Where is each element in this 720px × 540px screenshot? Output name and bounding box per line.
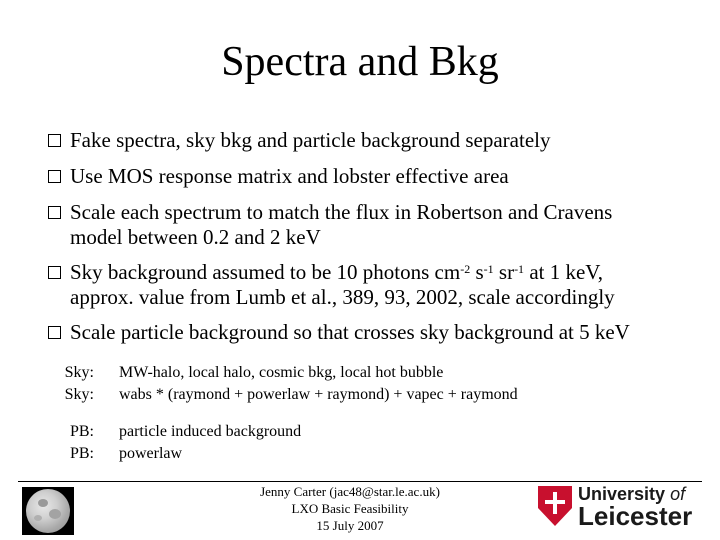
model-label: Sky: [64, 364, 94, 381]
moon-disc [26, 489, 70, 533]
model-label: PB: [69, 445, 94, 462]
bullet-text-part: Sky background assumed to be 10 photons cm [70, 260, 461, 284]
shield-icon [538, 486, 572, 526]
bullet-text: Use MOS response matrix and lobster effective area [70, 164, 509, 188]
superscript: -2 [460, 262, 471, 276]
footer-text [230, 483, 470, 534]
moon-mare [49, 509, 61, 519]
university-logo [538, 484, 708, 530]
bullet-text-part: at 1 keV, [524, 260, 603, 284]
shield-cross [545, 500, 565, 504]
bullet-item [48, 200, 612, 250]
footer-date: 15 July 2007 [316, 518, 384, 533]
footer-author: Jenny Carter (jac48@star.le.ac.uk) [260, 484, 440, 499]
footer-divider [18, 481, 702, 482]
bullet-item [48, 260, 615, 310]
bullet-text [70, 260, 615, 285]
bullet-item [48, 320, 630, 345]
model-label: PB: [69, 423, 94, 440]
logo-word: University [578, 484, 666, 504]
bullet-text-part: s [470, 260, 484, 284]
checkbox-bullet-icon [48, 134, 61, 147]
logo-word: of [670, 484, 686, 504]
checkbox-bullet-icon [48, 326, 61, 339]
bullet-item [48, 128, 551, 153]
moon-mare [38, 499, 48, 507]
model-label: Sky: [64, 386, 94, 403]
model-value: particle induced background [119, 423, 302, 440]
superscript: -1 [483, 262, 494, 276]
bullet-text-continued: approx. value from Lumb et al., 389, 93, 2002, scale accordingly [70, 285, 615, 309]
checkbox-bullet-icon [48, 206, 61, 219]
slide-title: Spectra and Bkg [221, 39, 499, 85]
moon-mare [34, 515, 42, 521]
bullet-text-continued: model between 0.2 and 2 keV [70, 225, 321, 249]
bullet-text: Scale particle background so that crosses sky background at 5 keV [70, 320, 630, 344]
logo-name-text: Leicester [578, 501, 693, 531]
checkbox-bullet-icon [48, 266, 61, 279]
footer-subtitle: LXO Basic Feasibility [291, 501, 409, 516]
bullet-text: Fake spectra, sky bkg and particle background separately [70, 128, 551, 152]
checkbox-bullet-icon [48, 170, 61, 183]
model-value: powerlaw [119, 445, 183, 462]
moon-image [22, 487, 74, 535]
superscript: -1 [514, 262, 525, 276]
bullet-item [48, 164, 509, 189]
model-value: MW-halo, local halo, cosmic bkg, local hot bubble [119, 364, 444, 381]
bullet-text-part: sr [493, 260, 515, 284]
bullet-text: Scale each spectrum to match the flux in Robertson and Cravens [70, 200, 613, 224]
model-value: wabs * (raymond + powerlaw + raymond) + vapec + raymond [119, 386, 518, 403]
